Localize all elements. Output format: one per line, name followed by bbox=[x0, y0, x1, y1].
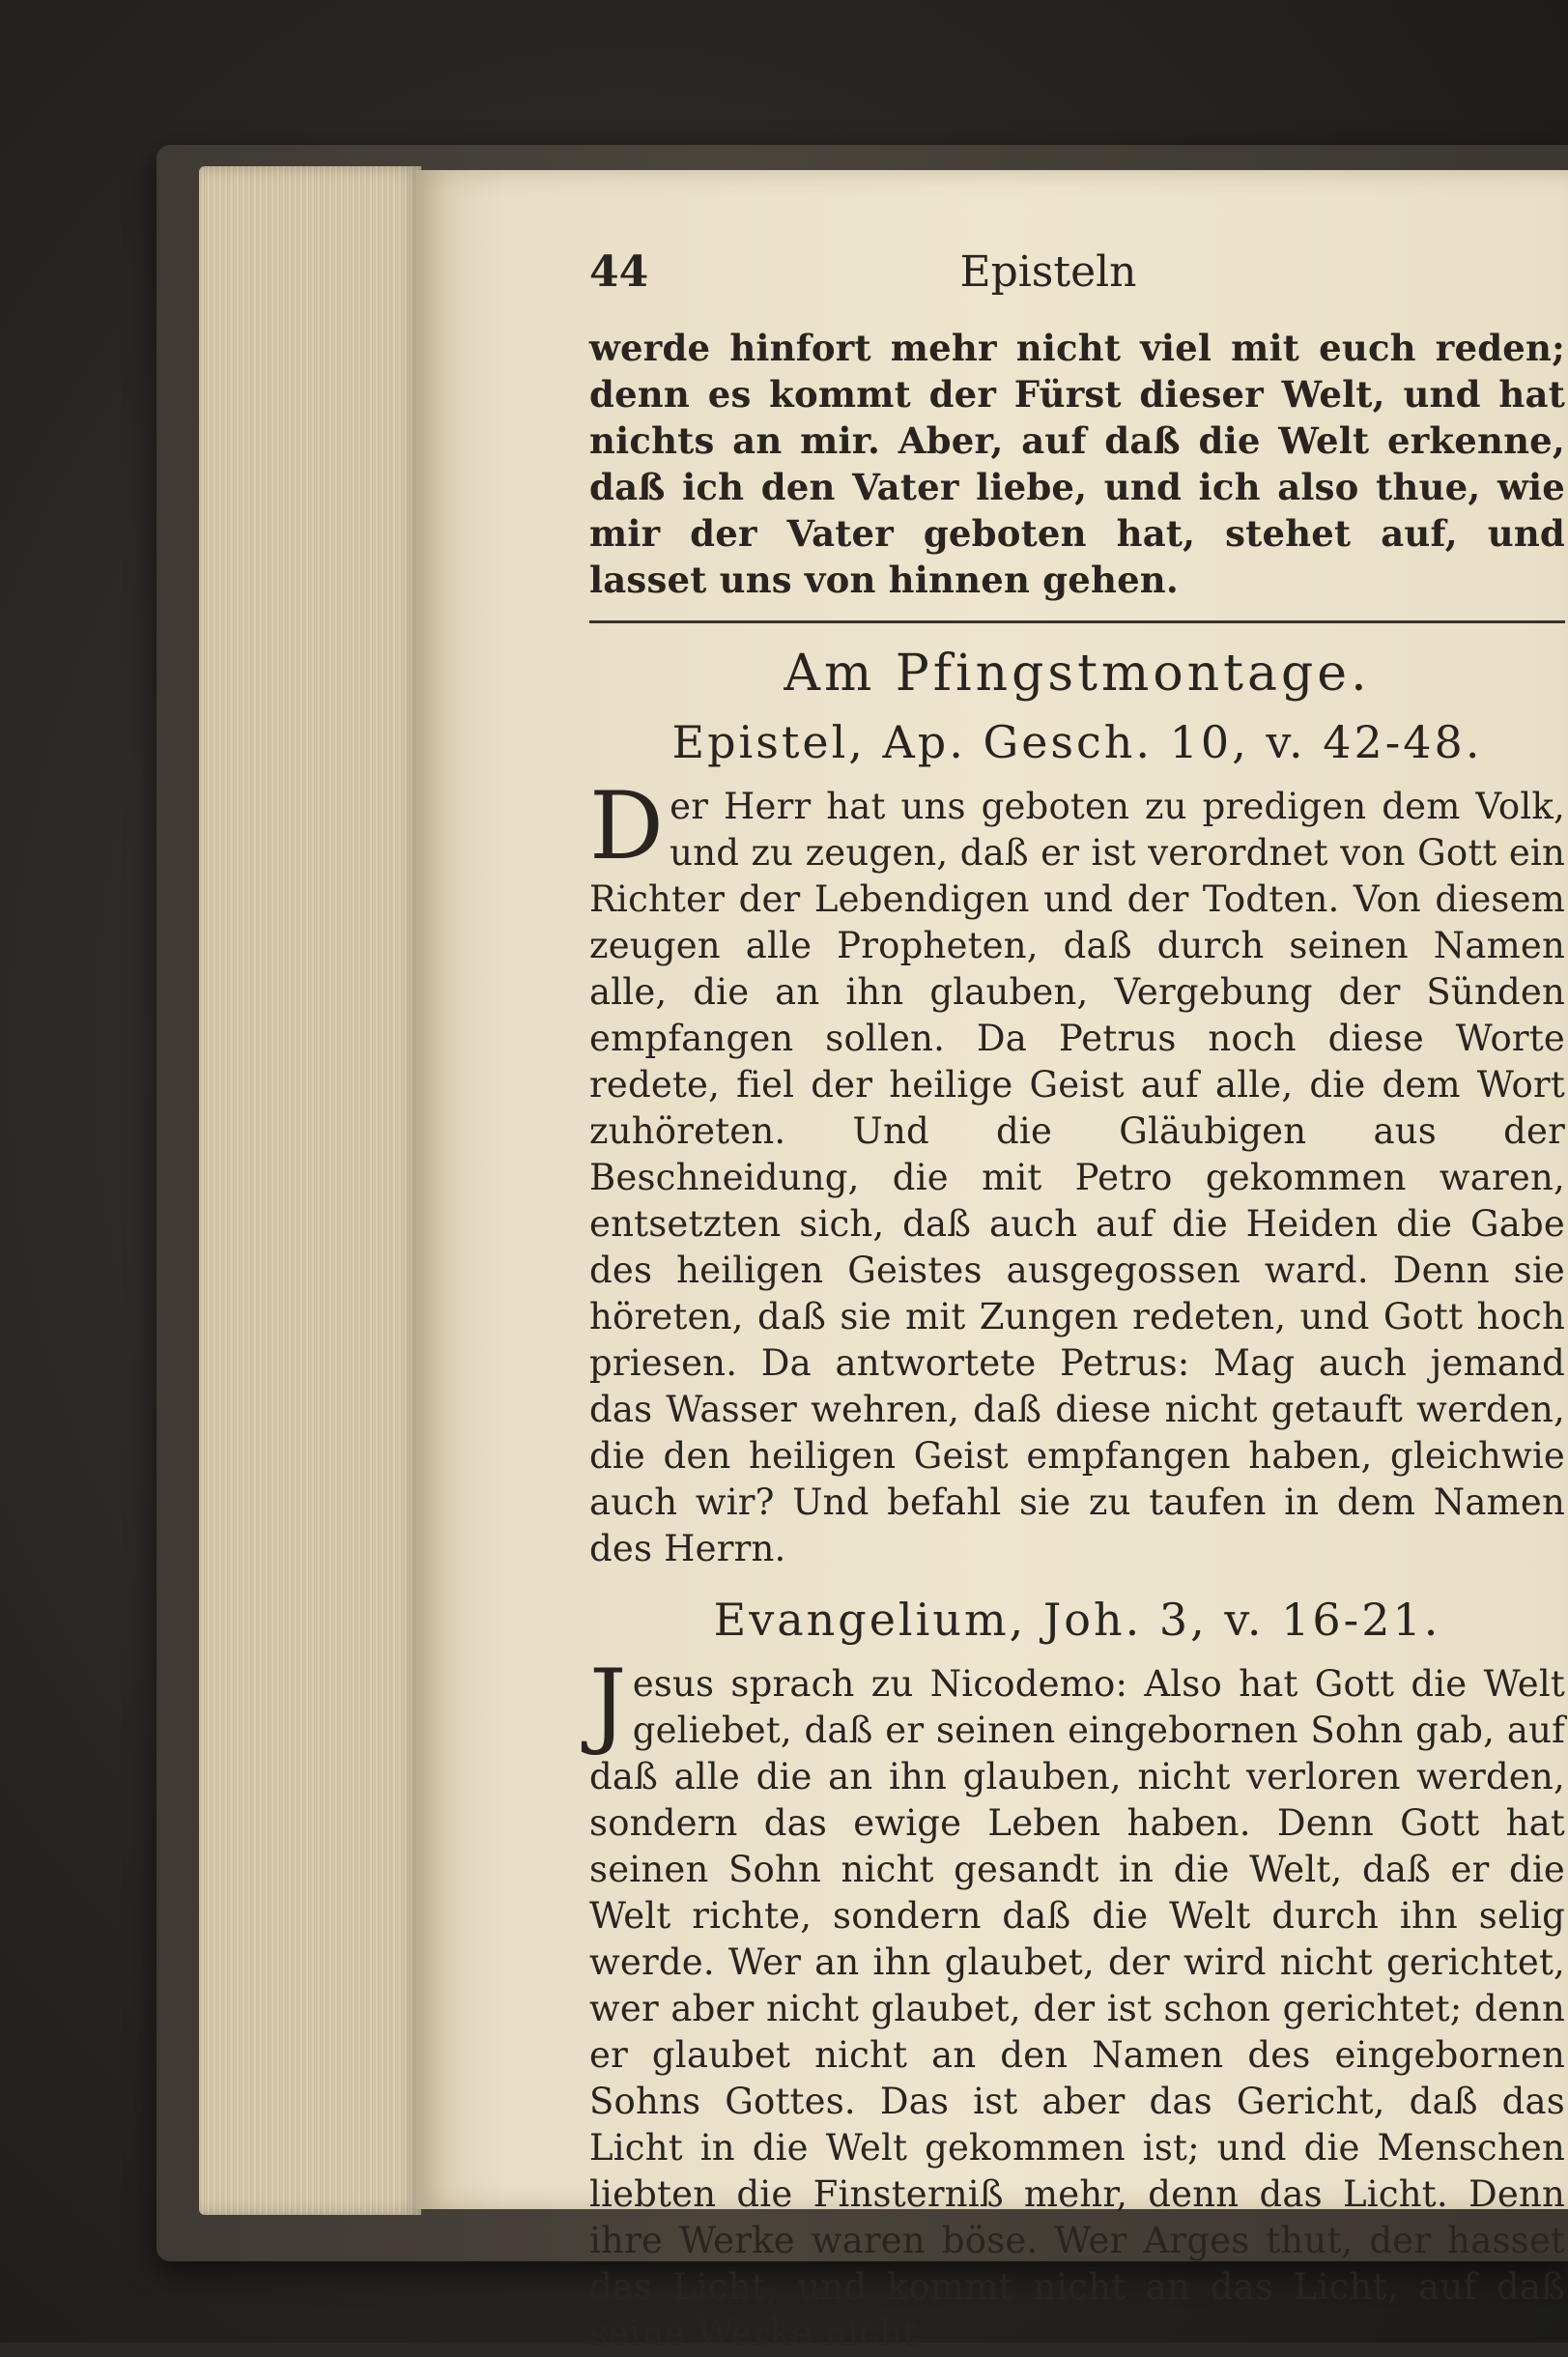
page-edges bbox=[199, 166, 421, 2215]
epistle-title: Epistel, Ap. Gesch. 10, v. 42-48. bbox=[671, 716, 1483, 768]
divider-rule bbox=[589, 620, 1565, 623]
epistle-body: er Herr hat uns geboten zu predigen dem Volk, und zu zeugen, daß er ist verordnet von Gott ein Richter der Lebendigen und der Todten. Von diesem zeugen alle Propheten, daß durch seinen Namen alle, die an ihn glauben, Vergebung der Sünden empfangen sollen. Da Petrus noch diese Worte redete, fiel der heilige Geist auf alle, die dem Wort zuhöreten. Und die Gläubigen aus der Beschneidung, die mit Petro gekommen waren, entsetzten sich, daß auch auf die Heiden die Gabe des heiligen Geistes ausgegossen ward. Denn sie höreten, daß sie mit Zungen redeten, und Gott hoch priesen. Da antwortete Petrus: Mag auch jemand das Wasser wehren, daß diese nicht getauft werden, die den heiligen Geist empfangen haben, gleichwie auch wir? Und befahl sie zu taufen in dem Namen des Herrn. bbox=[589, 786, 1565, 1569]
epistle-text bbox=[589, 772, 1565, 1572]
page-number: 44 bbox=[589, 247, 649, 297]
gospel-body: esus sprach zu Nicodemo: Also hat Gott die Welt geliebet, daß er seinen eingebornen Sohn gab, auf daß alle die an ihn glauben, nicht verloren werden, sondern das ewige Leben haben. Denn Gott hat seinen Sohn nicht gesandt in die Welt, daß er die Welt richte, sondern daß die Welt durch ihn selig werde. Wer an ihn glaubet, der wird nicht gerichtet, wer aber nicht glaubet, der ist schon gerichtet; denn er glaubet nicht an den Namen des eingebornen Sohns Gottes. Das ist aber das Gericht, daß das Licht in die Welt gekommen ist; und die Menschen liebten die Finsterniß mehr, denn das Licht. Denn ihre Werke waren böse. Wer Arges thut, der hasset das Licht, und kommt nicht an das Licht, auf daß seine Werke nicht bbox=[589, 1663, 1565, 2354]
page-content bbox=[589, 247, 1565, 2357]
gospel-text bbox=[589, 1650, 1565, 2357]
epistle-initial: D bbox=[589, 772, 665, 880]
gospel-initial: J bbox=[589, 1650, 627, 1758]
section-title: Am Pfingstmontage. bbox=[784, 645, 1371, 703]
continuation-text: werde hinfort mehr nicht viel mit euch reden; denn es kommt der Fürst dieser Welt, und hat nichts an mir. Aber, auf daß die Welt erkenne, daß ich den Vater liebe, und ich also thue, wie mir der Vater geboten hat, stehet auf, und lasset uns von hinnen gehen. bbox=[589, 327, 1565, 601]
book-page bbox=[415, 170, 1568, 2354]
page-header bbox=[589, 247, 1565, 325]
gospel-title: Evangelium, Joh. 3, v. 16-21. bbox=[713, 1594, 1441, 1646]
running-head: Episteln bbox=[959, 247, 1137, 297]
